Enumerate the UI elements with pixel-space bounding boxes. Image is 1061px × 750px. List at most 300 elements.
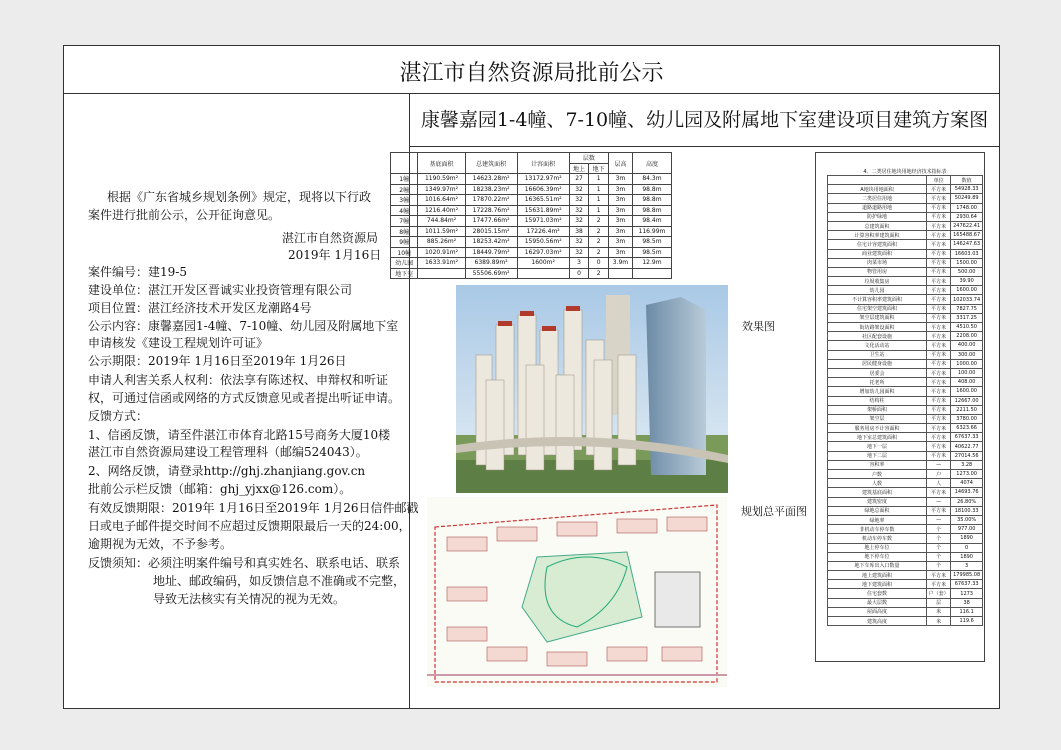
index-cell: 平方米 (927, 258, 951, 267)
case-number: 案件编号：建19-5 (88, 265, 187, 279)
index-cell: A地块用地面积 (828, 185, 927, 194)
feedback-letter-1: 1、信函反馈，请至件湛江市体育北路15号商务大厦10楼 (88, 428, 391, 442)
index-row (828, 350, 983, 359)
bt-sub1: 地下 (589, 163, 609, 174)
index-cell: 个 (927, 552, 951, 561)
index-cell: 平方米 (927, 194, 951, 203)
index-cell: 1600.00 (951, 387, 983, 396)
index-row (828, 414, 983, 423)
index-row (828, 470, 983, 479)
index-cell: 地上建筑面积 (828, 571, 927, 580)
index-row (828, 295, 983, 304)
feedback-web-1: 2、网络反馈，请登录http://ghj.zhanjiang.gov.cn (88, 464, 366, 478)
index-cell: 建筑基底面积 (828, 488, 927, 497)
index-cell: 1273 (951, 589, 983, 598)
index-row (828, 488, 983, 497)
building-cell: 15950.56m² (517, 237, 569, 248)
building-table (390, 152, 672, 279)
index-cell: 商业建筑面积 (828, 249, 927, 258)
valid-period-3: 逾期视为无效，不予参考。 (88, 537, 233, 551)
index-cell: 18100.33 (951, 506, 983, 515)
index-cell: 个 (927, 534, 951, 543)
index-cell: 二类居住用地 (828, 194, 927, 203)
index-cell: 400.00 (951, 341, 983, 350)
building-cell (608, 268, 632, 279)
index-cell: 地下停车位 (828, 552, 927, 561)
bt-h4: 层数 (569, 153, 608, 164)
index-row (828, 433, 983, 442)
index-row (828, 277, 983, 286)
index-row (828, 249, 983, 258)
index-row (828, 460, 983, 469)
index-cell: 6323.66 (951, 424, 983, 433)
rights-1: 申请人利害关系人权利：依法享有陈述权、申辩权和听证 (88, 373, 389, 387)
index-cell: 居委会 (828, 368, 927, 377)
bt-h6: 层高 (608, 153, 632, 174)
index-cell: 防护绿地 (828, 212, 927, 221)
index-cell: 架桥面积 (828, 405, 927, 414)
index-cell: 平方米 (927, 359, 951, 368)
index-row (828, 203, 983, 212)
site-plan-image (427, 497, 727, 687)
index-cell: 平方米 (927, 185, 951, 194)
building-cell: 2 (589, 247, 609, 258)
building-cell: 18238.23m² (465, 184, 517, 195)
site-plan-caption: 规划总平面图 (741, 505, 807, 518)
building-cell: 7幢 (391, 216, 418, 227)
index-cell: 16603.03 (951, 249, 983, 258)
index-cell: 247622.41 (951, 221, 983, 230)
index-cell: 平方米 (927, 414, 951, 423)
building-cell: 10幢 (391, 247, 418, 258)
index-cell: 平方米 (927, 580, 951, 589)
building-cell: 18253.42m² (465, 237, 517, 248)
index-cell: 12667.00 (951, 396, 983, 405)
index-cell: 地下一层 (828, 442, 927, 451)
index-cell: 平方米 (927, 368, 951, 377)
building-cell: 885.26m² (418, 237, 465, 248)
notice-period: 公示期限：2019年 1月16日至2019年 1月26日 (88, 354, 347, 368)
index-cell: 不计算容积率建筑面积 (828, 295, 927, 304)
index-table (827, 175, 983, 626)
building-cell (517, 268, 569, 279)
building-cell: 8幢 (391, 226, 418, 237)
building-cell: 2 (589, 268, 609, 279)
index-cell: 增加幼儿园面积 (828, 387, 927, 396)
valid-period-1: 有效反馈期限：2019年 1月16日至2019年 1月26日信件邮戳 (88, 501, 419, 515)
building-cell: 1349.97m² (418, 184, 465, 195)
bt-h2: 总建筑面积 (465, 153, 517, 174)
index-row (828, 185, 983, 194)
index-table-title: 4、二类居住地块用地经济技术指标表 (863, 169, 947, 175)
notice-org: 湛江市自然资源局 (282, 231, 379, 245)
index-cell: 100.00 (951, 368, 983, 377)
index-cell: 平方米 (927, 267, 951, 276)
index-row (828, 368, 983, 377)
index-cell: 住宅计容建筑面积 (828, 240, 927, 249)
building-row (391, 247, 672, 258)
building-cell: 9幢 (391, 237, 418, 248)
index-row (828, 194, 983, 203)
building-cell: 1633.91m² (418, 258, 465, 269)
building-cell: 1190.59m² (418, 174, 465, 185)
building-row (391, 174, 672, 185)
building-cell: 55506.69m² (465, 268, 517, 279)
rights-2: 权，可通过信函或网络的方式反馈意见或者提出听证申请。 (88, 391, 401, 405)
index-cell: 平方米 (927, 424, 951, 433)
index-cell: 机动车停车数 (828, 534, 927, 543)
index-row (828, 534, 983, 543)
must-know-2: 地址、邮政编码，如反馈信息不准确或不完整， (153, 574, 406, 588)
building-cell: 17226.4m² (517, 226, 569, 237)
index-cell: 3 (951, 561, 983, 570)
building-cell: 15971.03m² (517, 216, 569, 227)
feedback-title: 反馈方式： (88, 409, 149, 423)
index-cell: 平方米 (927, 442, 951, 451)
index-cell: 300.00 (951, 350, 983, 359)
index-row (828, 442, 983, 451)
building-cell: 32 (569, 247, 589, 258)
index-cell: 文化活动站 (828, 341, 927, 350)
building-cell: 32 (569, 216, 589, 227)
building-row (391, 184, 672, 195)
index-cell: 米 (927, 617, 951, 626)
building-cell: 1 (589, 205, 609, 216)
index-cell: 500.00 (951, 267, 983, 276)
index-cell: 116.1 (951, 607, 983, 616)
must-know-3: 导致无法核实有关情况的视为无效。 (153, 592, 346, 606)
building-cell: 2 (589, 237, 609, 248)
project-title: 康馨嘉园1-4幢、7-10幢、幼儿园及附属地下室建设项目建筑方案图 (410, 94, 999, 147)
building-row (391, 237, 672, 248)
index-row (828, 267, 983, 276)
building-row (391, 258, 672, 269)
index-cell: 平方米 (927, 506, 951, 515)
index-cell: 屋面高度 (828, 607, 927, 616)
building-cell: 18449.79m² (465, 247, 517, 258)
building-cell: 16365.51m² (517, 195, 569, 206)
index-row (828, 561, 983, 570)
bt-h1: 基底面积 (418, 153, 465, 174)
index-cell: 容积率 (828, 460, 927, 469)
index-row (828, 286, 983, 295)
building-cell: 13172.97m² (517, 174, 569, 185)
index-cell: 住宅架空建筑面积 (828, 304, 927, 313)
building-cell: 32 (569, 184, 589, 195)
index-cell: 平方米 (927, 221, 951, 230)
index-cell: 计算容积率建筑面积 (828, 231, 927, 240)
notice-content-2: 申请核发《建设工程规划许可证》 (88, 336, 269, 350)
index-row (828, 240, 983, 249)
index-cell: 平方米 (927, 350, 951, 359)
index-cell: 平方米 (927, 332, 951, 341)
building-cell: 6389.89m² (465, 258, 517, 269)
index-cell: 平方米 (927, 378, 951, 387)
index-cell: 2208.00 (951, 332, 983, 341)
index-row (828, 341, 983, 350)
index-cell: 平方米 (927, 203, 951, 212)
building-cell: 0 (569, 268, 589, 279)
building-cell: 3.9m (608, 258, 632, 269)
index-cell: 408.00 (951, 378, 983, 387)
index-cell: 1890 (951, 552, 983, 561)
index-row (828, 525, 983, 534)
index-row (828, 506, 983, 515)
index-cell (828, 176, 927, 185)
index-cell: 非机动车停车数 (828, 525, 927, 534)
building-cell: 2 (589, 226, 609, 237)
index-cell: 1500.00 (951, 258, 983, 267)
building-cell: 17477.66m² (465, 216, 517, 227)
index-row (828, 221, 983, 230)
building-cell: 98.5m (632, 247, 671, 258)
notice-date: 2019年 1月16日 (288, 248, 382, 262)
building-cell: 32 (569, 237, 589, 248)
index-cell: 14693.76 (951, 488, 983, 497)
building-cell: 98.8m (632, 195, 671, 206)
building-cell: 16297.03m² (517, 247, 569, 258)
index-cell: 平方米 (927, 341, 951, 350)
index-cell: 数值 (951, 176, 983, 185)
index-row (828, 313, 983, 322)
index-cell: 平方米 (927, 405, 951, 414)
index-row (828, 332, 983, 341)
index-row (828, 515, 983, 524)
index-cell: 977.00 (951, 525, 983, 534)
index-cell: 地下车库出入口数量 (828, 561, 927, 570)
index-cell: 地下室总建筑面积 (828, 433, 927, 442)
index-cell: 3.28 (951, 460, 983, 469)
index-row (828, 387, 983, 396)
rendering-caption: 效果图 (742, 320, 775, 333)
building-cell: 1011.59m² (418, 226, 465, 237)
index-cell: 1600.00 (951, 286, 983, 295)
index-cell: 户 (927, 470, 951, 479)
index-cell: 平方米 (927, 488, 951, 497)
building-cell: 116.99m (632, 226, 671, 237)
index-cell: 个 (927, 543, 951, 552)
notice-content-1: 公示内容：康馨嘉园1-4幢、7-10幢、幼儿园及附属地下室 (88, 319, 399, 333)
building-cell: 1020.91m² (418, 247, 465, 258)
building-cell: 2 (589, 216, 609, 227)
index-cell: 0 (951, 543, 983, 552)
index-cell: 平方米 (927, 313, 951, 322)
building-cell: 12.9m (632, 258, 671, 269)
must-know-1: 反馈须知：必须注明案件编号和真实姓名、联系电话、联系 (88, 556, 401, 570)
index-cell: 165488.67 (951, 231, 983, 240)
index-cell: 卫生站 (828, 350, 927, 359)
index-row (828, 396, 983, 405)
index-cell: 1000.00 (951, 359, 983, 368)
index-cell: 26.80% (951, 497, 983, 506)
bt-sub0: 地上 (569, 163, 589, 174)
index-cell: 架空层 (828, 414, 927, 423)
index-row (828, 451, 983, 460)
index-cell: 39.90 (951, 277, 983, 286)
building-cell: 38 (569, 226, 589, 237)
index-cell: 户数 (828, 470, 927, 479)
building-cell: 16606.39m² (517, 184, 569, 195)
index-row (828, 359, 983, 368)
index-cell: 平方米 (927, 249, 951, 258)
building-cell: 3m (608, 184, 632, 195)
index-cell: 地下二层 (828, 451, 927, 460)
index-cell: 平方米 (927, 451, 951, 460)
index-cell: 建筑高度 (828, 617, 927, 626)
building-cell: 98.8m (632, 205, 671, 216)
building-row (391, 216, 672, 227)
index-cell: 个 (927, 561, 951, 570)
index-cell: 1273.00 (951, 470, 983, 479)
index-cell: 38 (951, 598, 983, 607)
bt-h0 (391, 153, 418, 174)
building-cell: 1 (589, 195, 609, 206)
project-location: 项目位置：湛江经济技术开发区龙潮路4号 (88, 301, 312, 315)
index-cell: 35.00% (951, 515, 983, 524)
building-cell: 17228.76m² (465, 205, 517, 216)
building-cell: 3m (608, 237, 632, 248)
index-cell: 67637.33 (951, 580, 983, 589)
building-cell: 0 (589, 258, 609, 269)
index-cell: 垃圾收集房 (828, 277, 927, 286)
bt-h7: 高度 (632, 153, 671, 174)
index-cell: 1748.00 (951, 203, 983, 212)
building-cell: 3m (608, 205, 632, 216)
index-cell: 平方米 (927, 396, 951, 405)
index-cell: 人数 (828, 479, 927, 488)
index-cell: 3317.25 (951, 313, 983, 322)
index-cell: 102033.74 (951, 295, 983, 304)
building-row (391, 195, 672, 206)
building-cell: 98.5m (632, 237, 671, 248)
index-cell: 层 (927, 598, 951, 607)
building-cell: 1600m² (517, 258, 569, 269)
building-cell: 3 (569, 258, 589, 269)
index-row (828, 497, 983, 506)
building-cell: 32 (569, 205, 589, 216)
building-cell: 3m (608, 174, 632, 185)
index-cell: 住宅套数 (828, 589, 927, 598)
building-row (391, 226, 672, 237)
index-row (828, 323, 983, 332)
index-cell: 幼儿园 (828, 286, 927, 295)
index-cell: 道路道路用地 (828, 203, 927, 212)
index-row (828, 607, 983, 616)
index-row (828, 176, 983, 185)
building-cell: 1016.64m² (418, 195, 465, 206)
index-cell: 179985.08 (951, 571, 983, 580)
index-cell: — (927, 460, 951, 469)
index-cell: 社区配套设施 (828, 332, 927, 341)
building-cell: 15631.89m² (517, 205, 569, 216)
index-cell: 平方米 (927, 231, 951, 240)
building-cell: 3m (608, 226, 632, 237)
index-cell: 平方米 (927, 387, 951, 396)
index-row (828, 304, 983, 313)
index-cell: 米 (927, 607, 951, 616)
index-row (828, 598, 983, 607)
building-cell: 98.4m (632, 216, 671, 227)
index-cell: 人 (927, 479, 951, 488)
index-cell: 个 (927, 525, 951, 534)
notice-intro-1: 根据《广东省城乡规划条例》规定，现将以下行政 (107, 190, 372, 204)
bt-h3: 计容面积 (517, 153, 569, 174)
index-cell: 4074 (951, 479, 983, 488)
index-cell: 托老所 (828, 378, 927, 387)
index-cell: 平方米 (927, 323, 951, 332)
index-row (828, 212, 983, 221)
building-cell: 17870.22m² (465, 195, 517, 206)
index-cell: 总建筑面积 (828, 221, 927, 230)
index-cell: — (927, 497, 951, 506)
index-row (828, 424, 983, 433)
index-cell: 3780.00 (951, 414, 983, 423)
building-cell: 地下室 (391, 268, 418, 279)
index-row (828, 571, 983, 580)
index-cell: 平方米 (927, 571, 951, 580)
index-cell: 119.6 (951, 617, 983, 626)
index-row (828, 258, 983, 267)
index-cell: 50249.89 (951, 194, 983, 203)
building-row (391, 268, 672, 279)
index-cell: 平方米 (927, 286, 951, 295)
building-cell: 14623.28m² (465, 174, 517, 185)
index-row (828, 552, 983, 561)
index-cell: 4510.50 (951, 323, 983, 332)
index-cell: 地上停车位 (828, 543, 927, 552)
notice-intro-2: 案件进行批前公示，公开征询意见。 (88, 208, 281, 222)
index-row (828, 543, 983, 552)
index-cell: 单位 (927, 176, 951, 185)
building-cell (632, 268, 671, 279)
building-cell: 1 (589, 174, 609, 185)
building-cell: 32 (569, 195, 589, 206)
index-cell: 平方米 (927, 212, 951, 221)
index-row (828, 405, 983, 414)
feedback-web-2: 批前公示栏反馈（邮箱：ghj_yjxx@126.com）。 (88, 482, 352, 496)
index-row (828, 479, 983, 488)
index-cell: 平方米 (927, 433, 951, 442)
index-cell: 结构柱 (828, 396, 927, 405)
index-cell: 绿地总面积 (828, 506, 927, 515)
index-cell: 2930.64 (951, 212, 983, 221)
index-cell: 平方米 (927, 240, 951, 249)
index-row (828, 231, 983, 240)
index-cell: 7827.75 (951, 304, 983, 313)
index-cell: 肉菜市场 (828, 258, 927, 267)
building-cell: 98.8m (632, 184, 671, 195)
index-cell: 街坊路架设面积 (828, 323, 927, 332)
building-cell: 4幢 (391, 205, 418, 216)
page-title: 湛江市自然资源局批前公示 (399, 61, 664, 86)
index-cell: 绿地率 (828, 515, 927, 524)
building-cell: 27 (569, 174, 589, 185)
index-cell: 地下建筑面积 (828, 580, 927, 589)
index-cell: 146247.63 (951, 240, 983, 249)
feedback-letter-2: 湛江市自然资源局建设工程管理科（邮编524043）。 (88, 445, 368, 459)
index-cell: 67637.33 (951, 433, 983, 442)
building-cell: 3m (608, 195, 632, 206)
building-cell: 84.3m (632, 174, 671, 185)
building-row (391, 205, 672, 216)
building-cell: 3m (608, 216, 632, 227)
index-row (828, 580, 983, 589)
construction-unit: 建设单位：湛江开发区晋诚实业投资管理有限公司 (88, 283, 353, 297)
index-cell: 2211.50 (951, 405, 983, 414)
index-cell: — (927, 515, 951, 524)
building-cell (418, 268, 465, 279)
building-cell: 3幢 (391, 195, 418, 206)
